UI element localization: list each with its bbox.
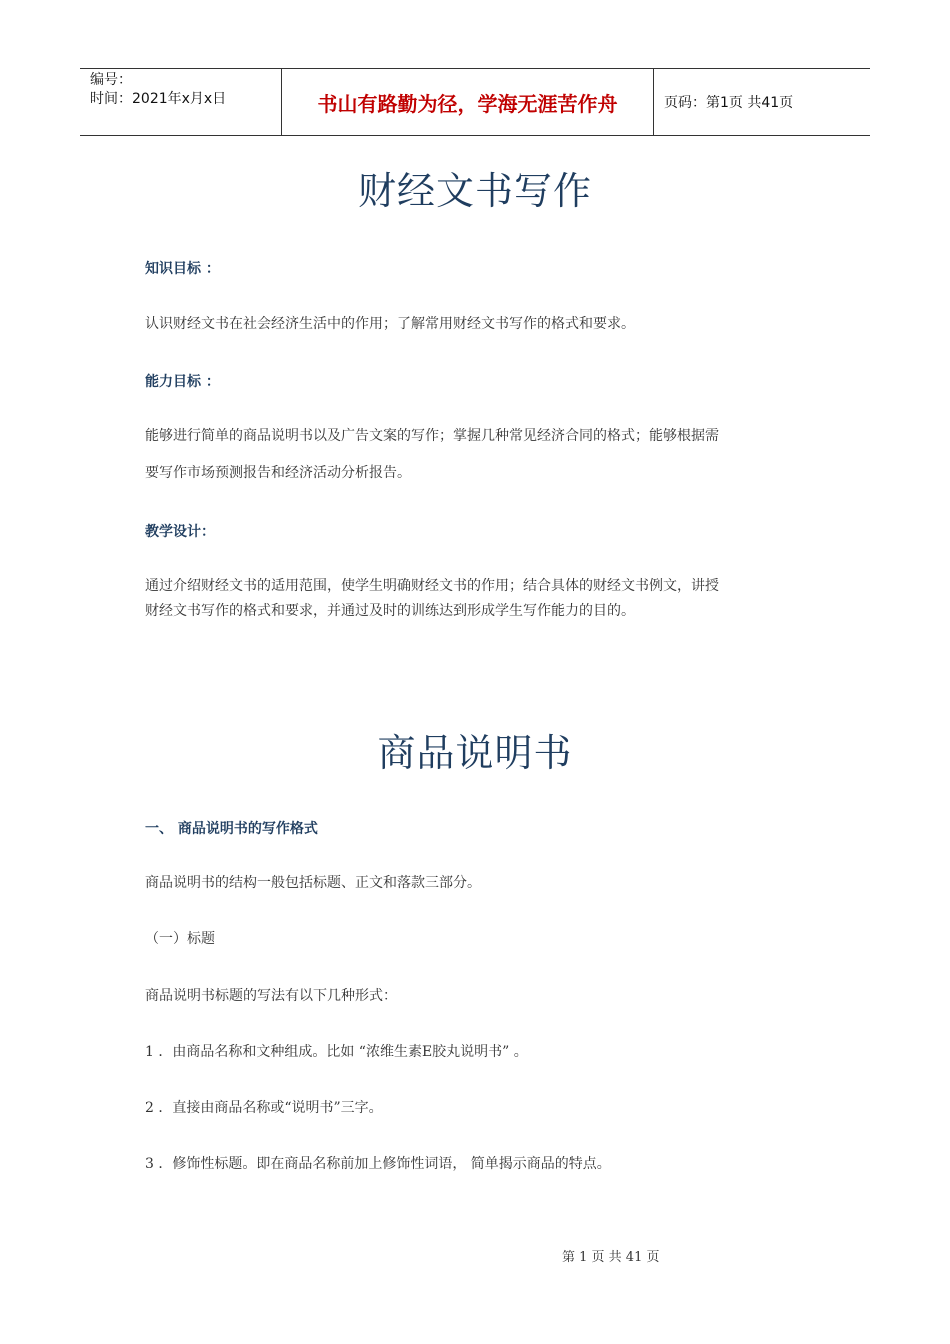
page-header xyxy=(80,68,870,136)
teaching-design-text-2: 财经文书写作的格式和要求，并通过及时的训练达到形成学生写作能力的目的。 xyxy=(145,603,635,619)
teaching-design-text-1: 通过介绍财经文书的适用范围，使学生明确财经文书的作用；结合具体的财经文书例文，讲授 xyxy=(145,578,719,594)
page-footer: 第 1 页 共 41 页 xyxy=(562,1250,660,1265)
number-label: 编号： xyxy=(90,72,132,88)
header-motto: 书山有路勤为径，学海无涯苦作舟 xyxy=(282,69,654,135)
header-page-info: 页码：第1页 共41页 xyxy=(664,95,794,111)
list-item-1: 1 ．由商品名称和文种组成。比如 “浓维生素E胶丸说明书” 。 xyxy=(145,1044,528,1060)
sub-heading: （一）标题 xyxy=(145,931,215,947)
structure-text: 商品说明书的结构一般包括标题、正文和落款三部分。 xyxy=(145,875,481,891)
knowledge-goal-text: 认识财经文书在社会经济生活中的作用；了解常用财经文书写作的格式和要求。 xyxy=(145,316,635,332)
list-item-2: 2 ．直接由商品名称或“说明书”三字。 xyxy=(145,1100,383,1116)
header-meta xyxy=(80,69,282,135)
ability-goal-label: 能力目标 ： xyxy=(145,374,220,390)
forms-intro: 商品说明书标题的写法有以下几种形式： xyxy=(145,988,397,1004)
ability-goal-text-1: 能够进行简单的商品说明书以及广告文案的写作；掌握几种常见经济合同的格式；能够根据需 xyxy=(145,428,719,444)
section-heading: 一、 商品说明书的写作格式 xyxy=(145,821,318,837)
ability-goal-text-2: 要写作市场预测报告和经济活动分析报告。 xyxy=(145,465,411,481)
time-label: 时间：2021年x月x日 xyxy=(90,91,227,107)
list-item-3: 3 ．修饰性标题。即在商品名称前加上修饰性词语， 简单揭示商品的特点。 xyxy=(145,1156,611,1172)
document-title: 财经文书写作 xyxy=(357,169,592,213)
teaching-design-label: 教学设计： xyxy=(145,524,215,540)
knowledge-goal-label: 知识目标 ： xyxy=(145,261,220,277)
section-title: 商品说明书 xyxy=(377,731,573,775)
